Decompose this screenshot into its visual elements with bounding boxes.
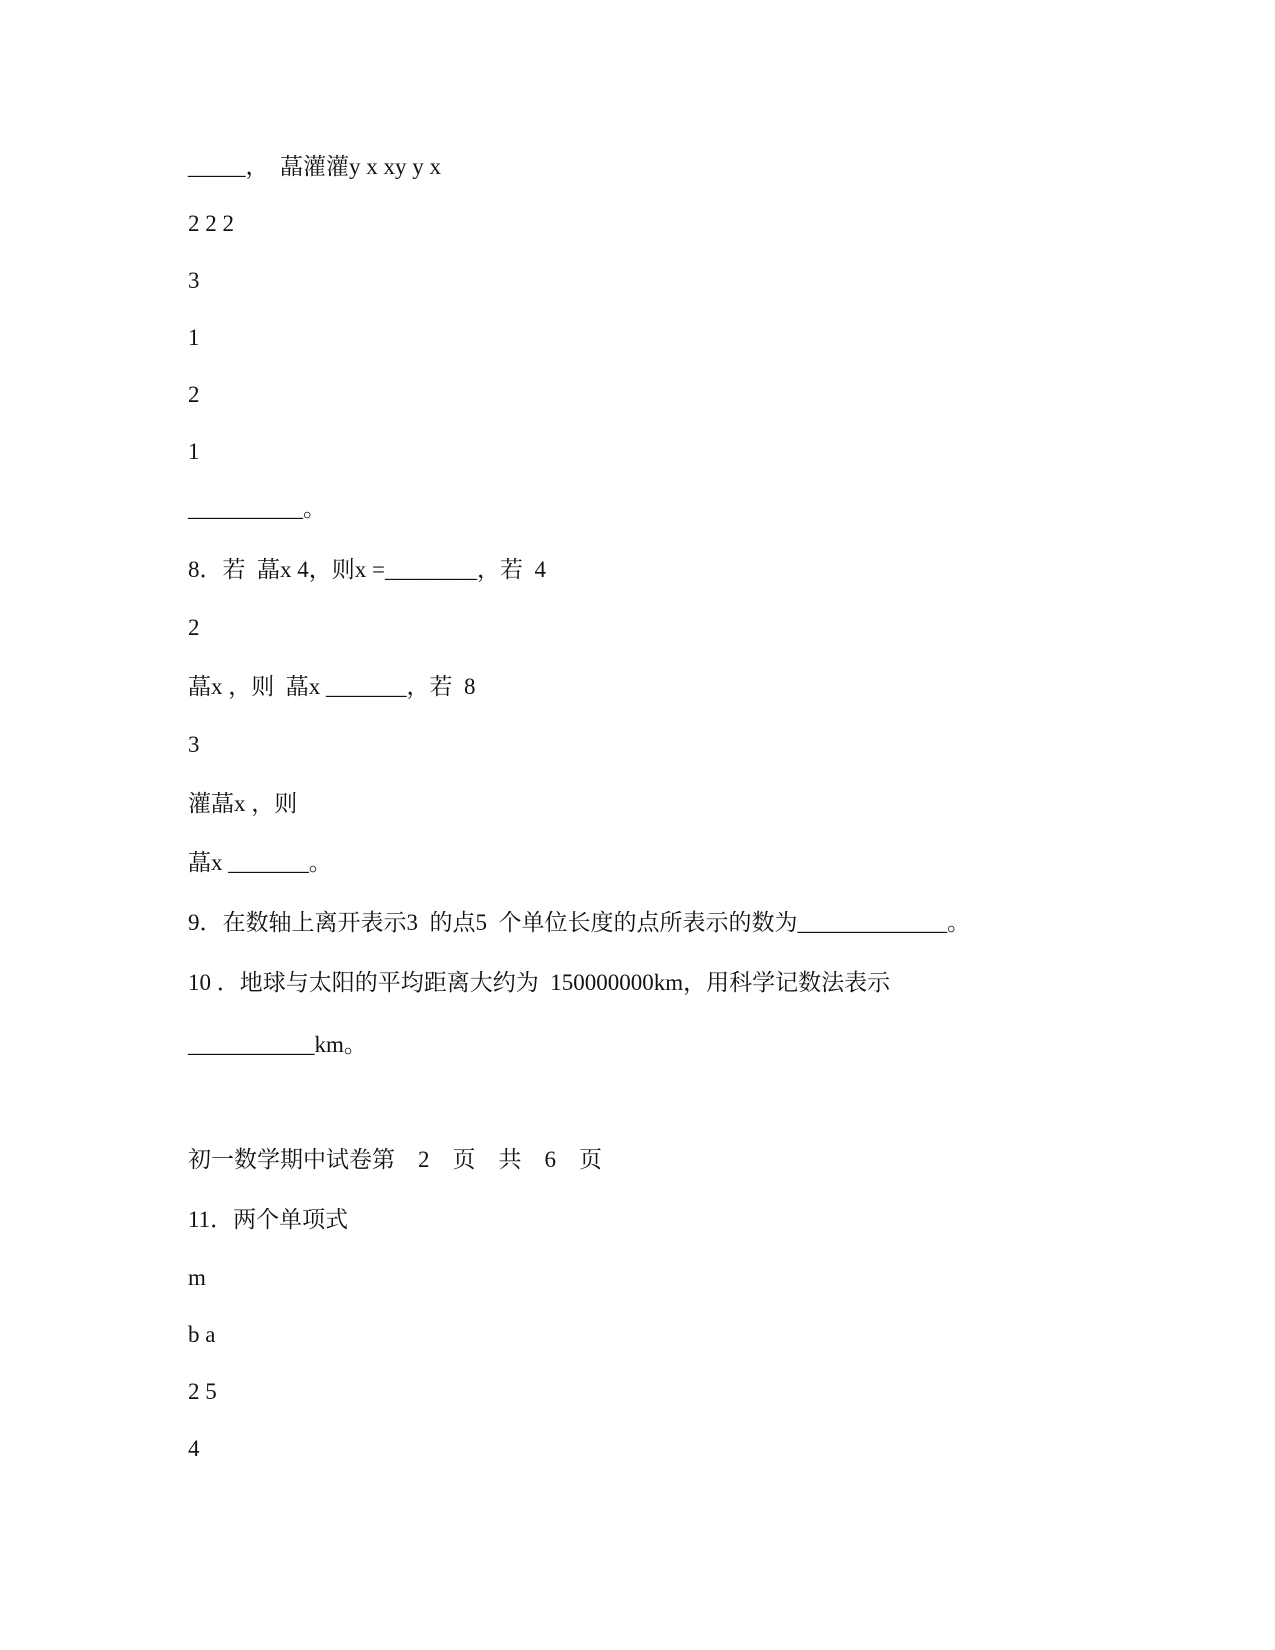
text-line: 2 5: [188, 1379, 217, 1404]
text-line: m: [188, 1265, 206, 1290]
text-line: 1: [188, 439, 200, 464]
text-line: 3: [188, 268, 200, 293]
text-line: 2: [188, 382, 200, 407]
text-line: __________。: [188, 496, 326, 521]
text-line: 3: [188, 732, 200, 757]
text-line: ___________km。: [188, 1032, 367, 1057]
text-line: _____， 蕌灌灌y x xy y x: [188, 154, 441, 179]
text-line: 蕌x _______。: [188, 850, 332, 875]
question-11-line: 11．两个单项式: [188, 1207, 349, 1232]
question-9-line: 9．在数轴上离开表示3 的点5 个单位长度的点所表示的数为_____________。: [188, 910, 970, 935]
question-10-line: 10 ．地球与太阳的平均距离大约为 150000000km，用科学记数法表示: [188, 970, 891, 995]
text-line: 4: [188, 1436, 200, 1461]
text-line: 灌蕌x ，则: [188, 791, 298, 816]
page-footer: 初一数学期中试卷第 2 页 共 6 页: [188, 1147, 602, 1172]
text-line: 2 2 2: [188, 211, 234, 236]
text-line: 1: [188, 325, 200, 350]
text-line: 蕌x ，则 蕌x _______，若 8: [188, 674, 476, 699]
text-line: 2: [188, 615, 200, 640]
question-8-line: 8．若 蕌x 4，则x =________，若 4: [188, 557, 546, 582]
text-line: b a: [188, 1322, 216, 1347]
